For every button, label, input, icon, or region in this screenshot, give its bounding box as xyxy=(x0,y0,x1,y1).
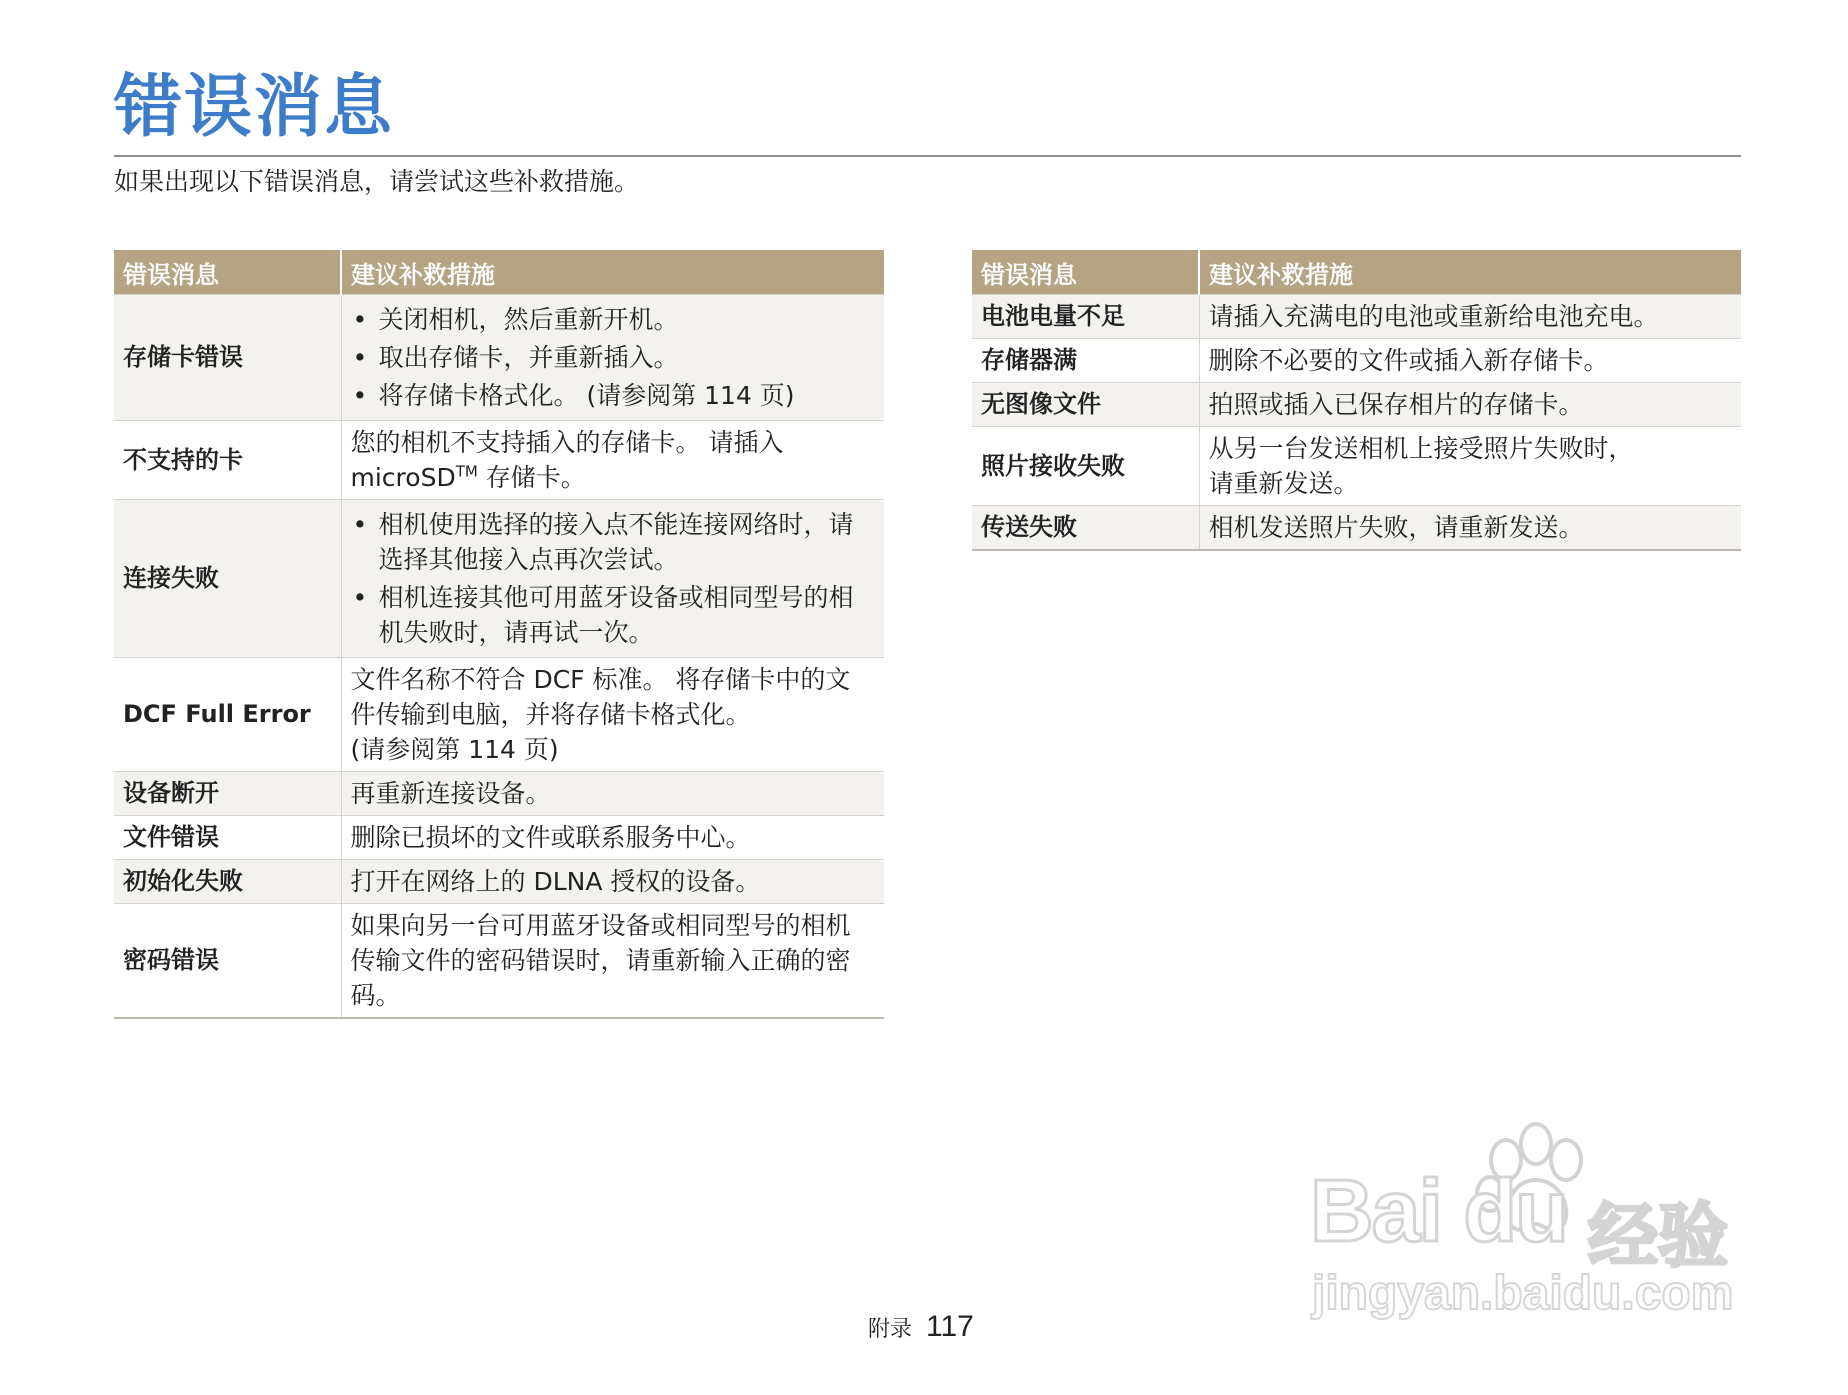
error-remedy xyxy=(341,421,884,500)
error-name: 连接失败 xyxy=(114,500,341,658)
error-remedy: 请插入充满电的电池或重新给电池充电。 xyxy=(1199,295,1741,339)
table-row xyxy=(114,860,884,904)
page-title: 错误消息 xyxy=(114,68,395,147)
table-row xyxy=(114,421,884,500)
error-remedy xyxy=(341,658,884,772)
table-header-row xyxy=(972,250,1741,295)
header-error-message: 错误消息 xyxy=(972,250,1199,295)
title-divider xyxy=(114,155,1741,157)
error-name: 不支持的卡 xyxy=(114,421,341,500)
page-number: 117 xyxy=(926,1310,974,1343)
remedy-text: 文件名称不符合 DCF 标准。 将存储卡中的文件传输到电脑，并将存储卡格式化。 xyxy=(350,665,851,729)
error-name: 电池电量不足 xyxy=(972,295,1199,339)
remedy-text: 您的相机不支持插入的存储卡。 请插入 microSD xyxy=(350,428,784,492)
remedy-list xyxy=(351,507,876,650)
error-remedy: 打开在网络上的 DLNA 授权的设备。 xyxy=(341,860,884,904)
header-suggested-action: 建议补救措施 xyxy=(1199,250,1741,295)
watermark-brand: Bai du xyxy=(1310,1161,1567,1260)
error-name: 初始化失败 xyxy=(114,860,341,904)
remedy-item: • 将存储卡格式化。 (请参阅第 114 页) xyxy=(351,378,876,413)
error-remedy xyxy=(1199,427,1741,506)
error-name: DCF Full Error xyxy=(114,658,341,772)
intro-text: 如果出现以下错误消息，请尝试这些补救措施。 xyxy=(114,167,640,196)
error-name: 传送失败 xyxy=(972,506,1199,551)
error-name: 无图像文件 xyxy=(972,383,1199,427)
error-name: 存储器满 xyxy=(972,339,1199,383)
error-name: 设备断开 xyxy=(114,772,341,816)
error-table-left xyxy=(114,250,884,1019)
remedy-item: • 相机连接其他可用蓝牙设备或相同型号的相机失败时，请再试一次。 xyxy=(351,580,876,650)
table-row xyxy=(972,295,1741,339)
header-suggested-action: 建议补救措施 xyxy=(341,250,884,295)
table-row xyxy=(114,816,884,860)
watermark-url: jingyan.baidu.com xyxy=(1312,1267,1734,1320)
table-row xyxy=(972,427,1741,506)
error-remedy: 删除已损坏的文件或联系服务中心。 xyxy=(341,816,884,860)
error-name: 密码错误 xyxy=(114,904,341,1019)
footer-section: 附录 xyxy=(868,1317,913,1342)
trademark-superscript: TM xyxy=(455,462,478,481)
watermark-brand-cn: 经验 xyxy=(1588,1195,1728,1277)
error-remedy: 如果向另一台可用蓝牙设备或相同型号的相机传输文件的密码错误时，请重新输入正确的密码。 xyxy=(341,904,884,1019)
error-name: 文件错误 xyxy=(114,816,341,860)
error-remedy xyxy=(341,295,884,421)
remedy-item: • 相机使用选择的接入点不能连接网络时，请选择其他接入点再次尝试。 xyxy=(351,507,876,577)
remedy-item: • 取出存储卡，并重新插入。 xyxy=(351,340,876,375)
remedy-text: 从另一台发送相机上接受照片失败时， xyxy=(1208,434,1634,463)
table-row xyxy=(972,506,1741,551)
table-row xyxy=(114,772,884,816)
error-remedy xyxy=(341,500,884,658)
page-footer xyxy=(868,1310,974,1344)
error-remedy: 再重新连接设备。 xyxy=(341,772,884,816)
remedy-list xyxy=(351,302,876,413)
remedy-text: 请重新发送。 xyxy=(1208,469,1359,498)
error-remedy: 删除不必要的文件或插入新存储卡。 xyxy=(1199,339,1741,383)
error-name: 照片接收失败 xyxy=(972,427,1199,506)
page-reference: (请参阅第 114 页) xyxy=(350,735,559,764)
table-row xyxy=(972,339,1741,383)
table-row xyxy=(114,904,884,1019)
baidu-jingyan-watermark xyxy=(1310,1120,1750,1320)
remedy-text: 存储卡。 xyxy=(477,463,586,492)
error-name: 存储卡错误 xyxy=(114,295,341,421)
table-row xyxy=(114,658,884,772)
error-remedy: 相机发送照片失败，请重新发送。 xyxy=(1199,506,1741,551)
header-error-message: 错误消息 xyxy=(114,250,341,295)
error-remedy: 拍照或插入已保存相片的存储卡。 xyxy=(1199,383,1741,427)
table-header-row xyxy=(114,250,884,295)
table-row xyxy=(114,500,884,658)
table-row xyxy=(114,295,884,421)
remedy-item: • 关闭相机，然后重新开机。 xyxy=(351,302,876,337)
error-table-right xyxy=(972,250,1741,551)
table-row xyxy=(972,383,1741,427)
